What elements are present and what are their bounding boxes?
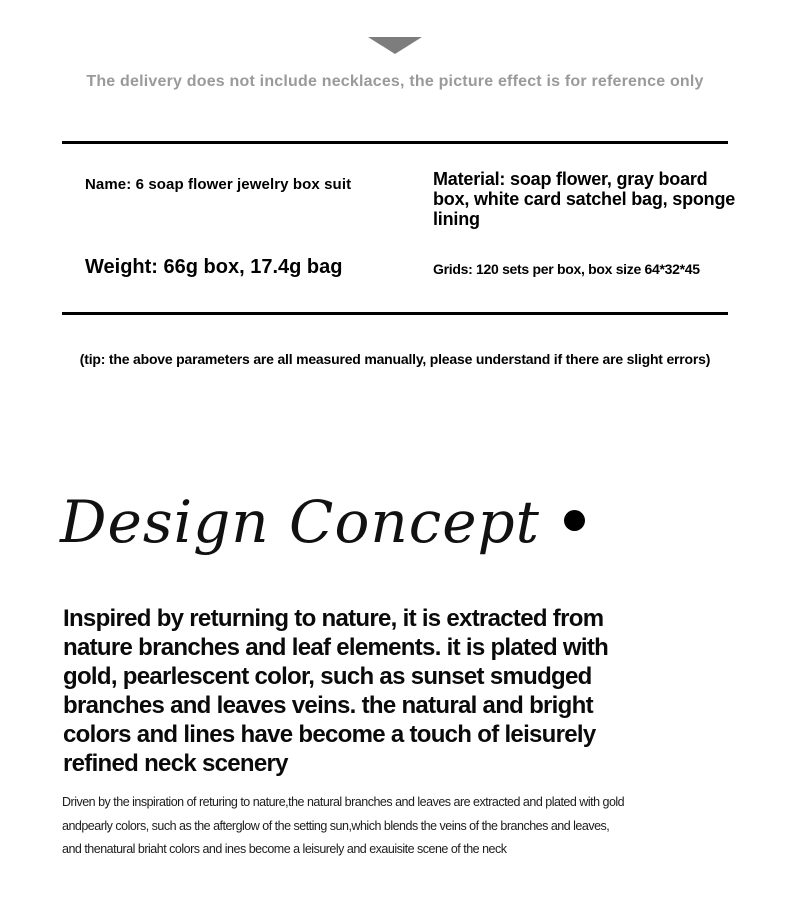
top-divider: [62, 141, 728, 144]
spec-name: Name: 6 soap flower jewelry box suit: [85, 176, 352, 193]
spec-material: [433, 169, 735, 229]
paragraph-line: Inspired by returning to nature, it is extracted from: [63, 605, 604, 632]
delivery-notice: The delivery does not include necklaces, the picture effect is for reference only: [86, 73, 704, 90]
dot-icon: [564, 510, 585, 531]
paragraph-line: Driven by the inspiration of returing to nature,the natural branches and leaves are extracted and plated with gold: [62, 795, 625, 809]
paragraph-line: andpearly colors, such as the afterglow of the setting sun,which blends the veins of the branches and leaves,: [62, 818, 610, 833]
spec-material-line: lining: [433, 209, 480, 229]
design-intro-paragraph: [63, 604, 608, 778]
paragraph-line: and thenatural briaht colors and ines become a leisurely and exauisite scene of the neck: [62, 842, 507, 856]
paragraph-line: branches and leaves veins. the natural and bright: [63, 692, 593, 719]
spec-grids: Grids: 120 sets per box, box size 64*32*45: [433, 261, 700, 277]
bottom-divider: [62, 312, 728, 315]
spec-material-line: box, white card satchel bag, sponge: [433, 189, 736, 209]
paragraph-line: refined neck scenery: [63, 750, 288, 777]
spec-weight: Weight: 66g box, 17.4g bag: [85, 256, 343, 278]
paragraph-line: nature branches and leaf elements. it is plated with: [63, 634, 609, 661]
design-concept-label: Design Concept: [60, 488, 540, 556]
design-concept-title: [60, 488, 585, 556]
spec-material-line: Material: soap flower, gray board: [433, 169, 708, 189]
paragraph-line: gold, pearlescent color, such as sunset smudged: [63, 663, 592, 690]
chevron-down-icon: [368, 37, 422, 54]
measurement-tip: (tip: the above parameters are all measured manually, please understand if there are slight errors): [79, 351, 711, 367]
design-detail-paragraph: [62, 791, 624, 862]
paragraph-line: colors and lines have become a touch of leisurely: [63, 721, 596, 748]
